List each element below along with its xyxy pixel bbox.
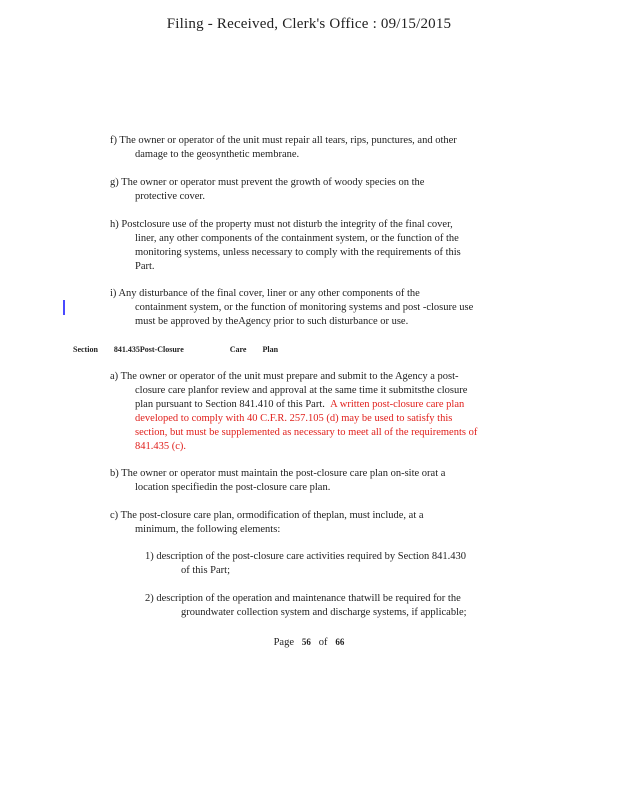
- paragraph-c2: [145, 592, 545, 620]
- paragraph-line: location specifiedin the post-closure care plan.: [135, 482, 331, 493]
- paragraph-c1: [145, 550, 545, 578]
- paragraph-line: containment system, or the function of monitoring systems and post -closure use: [135, 302, 474, 313]
- paragraph-line: minimum, the following elements:: [135, 524, 281, 535]
- paragraph-line: plan pursuant to Section 841.410 of this Part. A written post-closure care plan: [135, 399, 465, 410]
- paragraph-line: monitoring systems, unless necessary to comply with the requirements of this: [135, 247, 461, 258]
- paragraph-line: protective cover.: [135, 191, 205, 202]
- paragraph-f: [110, 134, 530, 162]
- margin-change-bar: [63, 300, 65, 315]
- paragraph-g: [110, 176, 530, 204]
- paragraph-line: of this Part;: [181, 565, 230, 576]
- paragraph-a: [110, 370, 530, 454]
- paragraph-line: f) The owner or operator of the unit must repair all tears, rips, punctures, and other: [110, 135, 457, 146]
- paragraph-h: [110, 218, 530, 274]
- paragraph-line: b) The owner or operator must maintain the post-closure care plan on-site orat a: [110, 468, 446, 479]
- amended-text: A written post-closure care plan: [330, 399, 465, 410]
- section-number: 841.435Post-Closure: [113, 345, 184, 354]
- paragraph-line: Part.: [135, 261, 155, 272]
- amended-text: section, but must be supplemented as necessary to meet all of the requirements of: [135, 427, 478, 438]
- section-title-word: Plan: [262, 345, 279, 354]
- paragraph-line: h) Postclosure use of the property must not disturb the integrity of the final cover,: [110, 219, 453, 230]
- paragraph-line: 2) description of the operation and maintenance thatwill be required for the: [145, 593, 461, 604]
- footer-page-label: Page: [273, 637, 295, 648]
- page-header: Filing - Received, Clerk's Office : 09/15/2015: [166, 16, 452, 32]
- paragraph-c: [110, 509, 530, 537]
- page-footer: [0, 637, 618, 648]
- paragraph-line: g) The owner or operator must prevent the growth of woody species on the: [110, 177, 425, 188]
- section-label: Section: [73, 345, 98, 354]
- section-title-word: Care: [229, 345, 247, 354]
- amended-text: developed to comply with 40 C.F.R. 257.105 (d) may be used to satisfy this: [135, 413, 453, 424]
- paragraph-b: [110, 467, 530, 495]
- footer-page-total: 66: [335, 637, 345, 647]
- paragraph-line: c) The post-closure care plan, ormodification of theplan, must include, at a: [110, 510, 424, 521]
- paragraph-line: liner, any other components of the containment system, or the function of the: [135, 233, 459, 244]
- section-heading: [73, 345, 278, 354]
- paragraph-line: i) Any disturbance of the final cover, liner or any other components of the: [110, 288, 420, 299]
- footer-of: of: [318, 637, 328, 648]
- amended-text: 841.435 (c).: [135, 441, 187, 452]
- paragraph-line: 1) description of the post-closure care activities required by Section 841.430: [145, 551, 467, 562]
- paragraph-line: groundwater collection system and discharge systems, if applicable;: [181, 607, 467, 618]
- paragraph-line: must be approved by theAgency prior to such disturbance or use.: [135, 316, 409, 327]
- paragraph-i: [110, 287, 530, 329]
- paragraph-line: damage to the geosynthetic membrane.: [135, 149, 300, 160]
- paragraph-line: a) The owner or operator of the unit must prepare and submit to the Agency a post-: [110, 371, 459, 382]
- paragraph-line: closure care planfor review and approval at the same time it submitsthe closure: [135, 385, 468, 396]
- footer-page-number: 56: [301, 637, 311, 647]
